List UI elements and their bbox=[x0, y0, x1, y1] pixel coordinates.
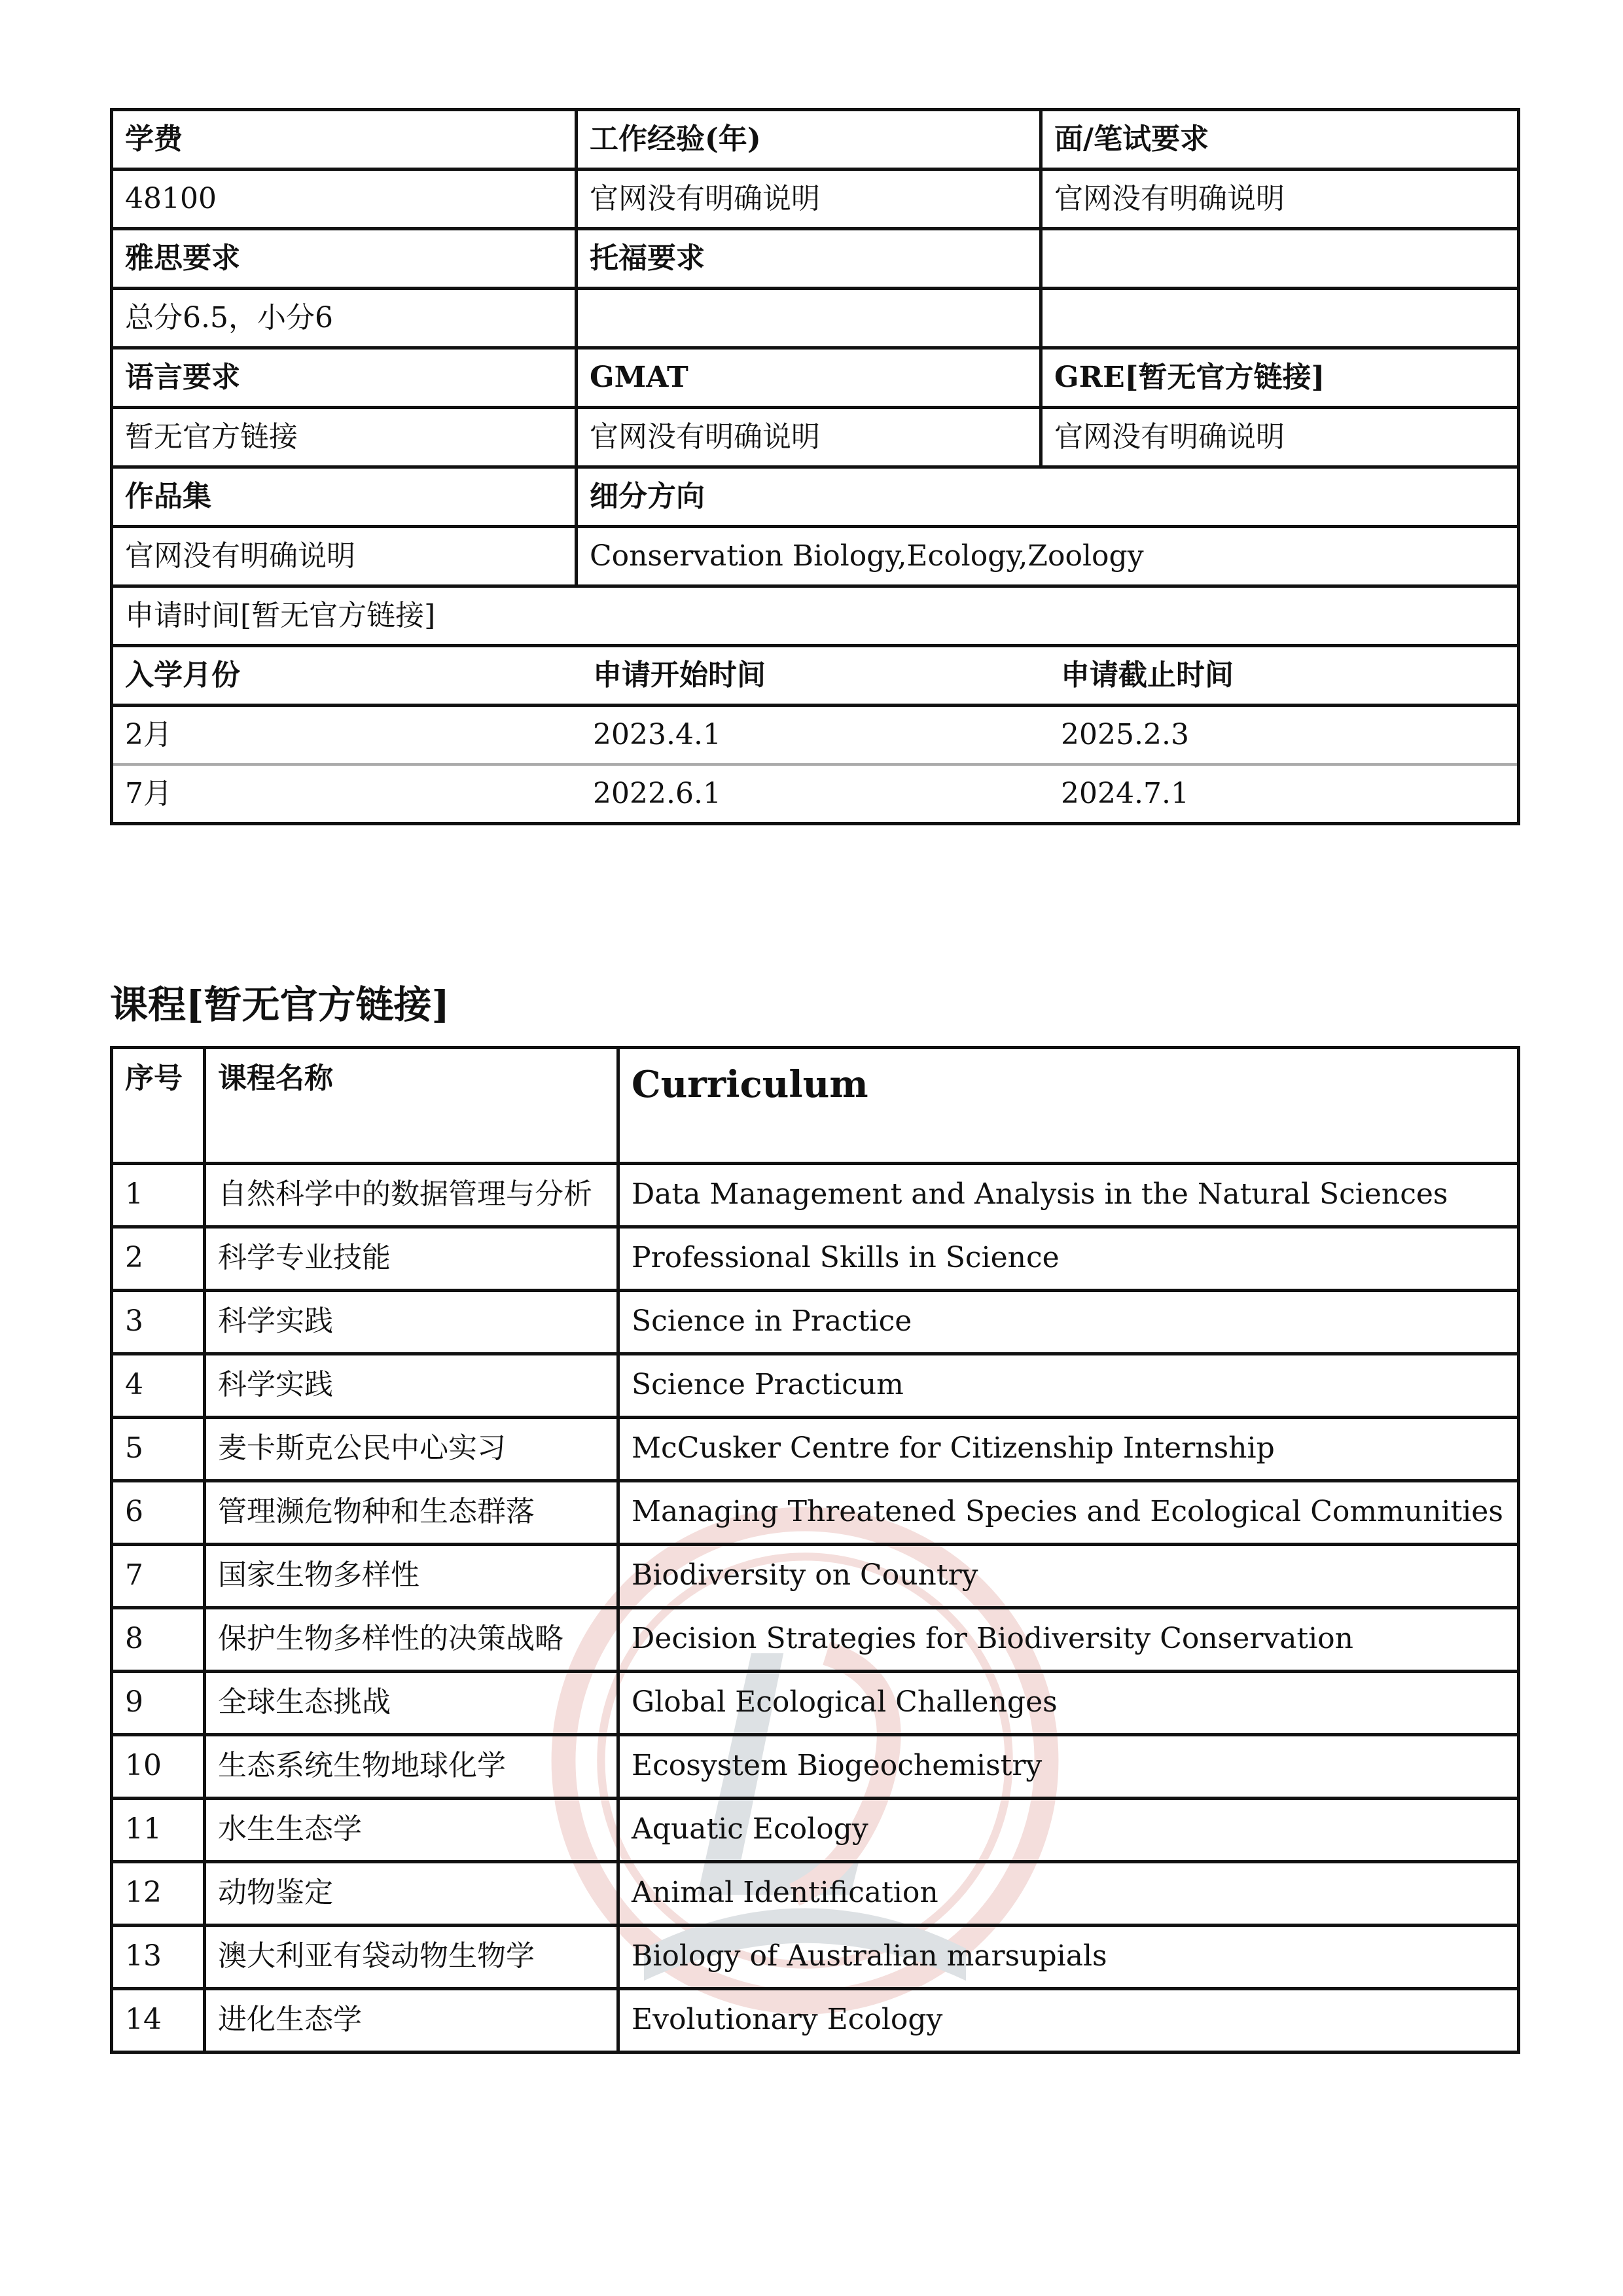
course-name-en: Evolutionary Ecology bbox=[618, 1989, 1519, 2053]
tuition-label: 学费 bbox=[112, 110, 577, 170]
course-name-en: McCusker Centre for Citizenship Internship bbox=[618, 1418, 1519, 1481]
empty-cell bbox=[1041, 229, 1519, 289]
tuition-value: 48100 bbox=[112, 170, 577, 229]
course-name-en: Science in Practice bbox=[618, 1291, 1519, 1354]
course-header-curriculum: Curriculum bbox=[618, 1048, 1519, 1164]
intake-row bbox=[113, 706, 1517, 765]
course-index: 4 bbox=[112, 1354, 205, 1418]
table-row bbox=[112, 1164, 1519, 1227]
table-row bbox=[112, 1227, 1519, 1291]
course-name-en: Science Practicum bbox=[618, 1354, 1519, 1418]
table-row bbox=[112, 1989, 1519, 2053]
course-name-en: Aquatic Ecology bbox=[618, 1799, 1519, 1862]
course-index: 1 bbox=[112, 1164, 205, 1227]
table-row bbox=[112, 1291, 1519, 1354]
course-index: 13 bbox=[112, 1926, 205, 1989]
portfolio-value: 官网没有明确说明 bbox=[112, 527, 577, 586]
table-row bbox=[112, 1354, 1519, 1418]
toefl-value bbox=[577, 289, 1041, 348]
ielts-value: 总分6.5，小分6 bbox=[112, 289, 577, 348]
intake-start: 2022.6.1 bbox=[593, 776, 721, 810]
course-name-en: Animal Identification bbox=[618, 1862, 1519, 1926]
intake-header-deadline: 申请截止时间 bbox=[1049, 647, 1517, 706]
course-index: 9 bbox=[112, 1672, 205, 1735]
course-index: 5 bbox=[112, 1418, 205, 1481]
toefl-label: 托福要求 bbox=[577, 229, 1041, 289]
course-name-en: Decision Strategies for Biodiversity Conservation bbox=[618, 1608, 1519, 1672]
course-index: 6 bbox=[112, 1481, 205, 1545]
course-header-index: 序号 bbox=[112, 1048, 205, 1164]
table-row bbox=[112, 1481, 1519, 1545]
course-index: 7 bbox=[112, 1545, 205, 1608]
course-name-cn: 国家生物多样性 bbox=[205, 1545, 618, 1608]
table-row bbox=[112, 1862, 1519, 1926]
course-name-en: Biodiversity on Country bbox=[618, 1545, 1519, 1608]
course-index: 8 bbox=[112, 1608, 205, 1672]
course-name-cn: 全球生态挑战 bbox=[205, 1672, 618, 1735]
course-name-en: Managing Threatened Species and Ecological Communities bbox=[618, 1481, 1519, 1545]
interview-value: 官网没有明确说明 bbox=[1041, 170, 1519, 229]
intake-row bbox=[113, 764, 1517, 822]
course-index: 10 bbox=[112, 1735, 205, 1799]
course-index: 14 bbox=[112, 1989, 205, 2053]
course-name-cn: 生态系统生物地球化学 bbox=[205, 1735, 618, 1799]
direction-value: Conservation Biology,Ecology,Zoology bbox=[577, 527, 1519, 586]
course-index: 12 bbox=[112, 1862, 205, 1926]
course-name-cn: 麦卡斯克公民中心实习 bbox=[205, 1418, 618, 1481]
table-row bbox=[112, 1672, 1519, 1735]
ielts-label: 雅思要求 bbox=[112, 229, 577, 289]
course-name-en: Ecosystem Biogeochemistry bbox=[618, 1735, 1519, 1799]
table-row bbox=[112, 1799, 1519, 1862]
gre-value: 官网没有明确说明 bbox=[1041, 408, 1519, 467]
course-name-cn: 动物鉴定 bbox=[205, 1862, 618, 1926]
intake-month: 2月 bbox=[113, 706, 581, 765]
course-name-cn: 进化生态学 bbox=[205, 1989, 618, 2053]
intake-cell bbox=[112, 646, 1519, 824]
table-row bbox=[112, 1926, 1519, 1989]
intake-deadline: 2025.2.3 bbox=[1049, 706, 1517, 765]
course-name-cn: 管理濒危物种和生态群落 bbox=[205, 1481, 618, 1545]
interview-label: 面/笔试要求 bbox=[1041, 110, 1519, 170]
work-exp-label: 工作经验(年) bbox=[577, 110, 1041, 170]
intake-table bbox=[113, 647, 1517, 822]
gmat-label: GMAT bbox=[577, 348, 1041, 408]
work-exp-value: 官网没有明确说明 bbox=[577, 170, 1041, 229]
lang-value: 暂无官方链接 bbox=[112, 408, 577, 467]
course-index: 2 bbox=[112, 1227, 205, 1291]
course-name-cn: 澳大利亚有袋动物生物学 bbox=[205, 1926, 618, 1989]
intake-month: 7月 bbox=[125, 776, 172, 810]
table-row bbox=[112, 1735, 1519, 1799]
table-row bbox=[112, 1545, 1519, 1608]
course-name-cn: 科学专业技能 bbox=[205, 1227, 618, 1291]
requirements-table bbox=[110, 108, 1520, 825]
table-row bbox=[112, 1608, 1519, 1672]
portfolio-label: 作品集 bbox=[112, 467, 577, 527]
course-name-en: Global Ecological Challenges bbox=[618, 1672, 1519, 1735]
direction-label: 细分方向 bbox=[577, 467, 1519, 527]
course-index: 11 bbox=[112, 1799, 205, 1862]
intake-header-start: 申请开始时间 bbox=[581, 647, 1049, 706]
empty-cell bbox=[1041, 289, 1519, 348]
course-name-en: Professional Skills in Science bbox=[618, 1227, 1519, 1291]
apply-time-label: 申请时间[暂无官方链接] bbox=[112, 586, 1519, 646]
lang-label: 语言要求 bbox=[112, 348, 577, 408]
course-name-en: Data Management and Analysis in the Natural Sciences bbox=[618, 1164, 1519, 1227]
course-name-cn: 水生生态学 bbox=[205, 1799, 618, 1862]
course-name-cn: 科学实践 bbox=[205, 1291, 618, 1354]
intake-start: 2023.4.1 bbox=[581, 706, 1049, 765]
course-name-cn: 科学实践 bbox=[205, 1354, 618, 1418]
intake-deadline: 2024.7.1 bbox=[1061, 776, 1189, 810]
courses-title: 课程[暂无官方链接] bbox=[110, 982, 450, 1027]
gmat-value: 官网没有明确说明 bbox=[577, 408, 1041, 467]
courses-table bbox=[110, 1046, 1520, 2054]
course-index: 3 bbox=[112, 1291, 205, 1354]
gre-label: GRE[暂无官方链接] bbox=[1041, 348, 1519, 408]
course-name-cn: 自然科学中的数据管理与分析 bbox=[205, 1164, 618, 1227]
table-row bbox=[112, 1418, 1519, 1481]
course-name-cn: 保护生物多样性的决策战略 bbox=[205, 1608, 618, 1672]
course-header-name: 课程名称 bbox=[205, 1048, 618, 1164]
course-name-en: Biology of Australian marsupials bbox=[618, 1926, 1519, 1989]
intake-header-month: 入学月份 bbox=[113, 647, 581, 706]
